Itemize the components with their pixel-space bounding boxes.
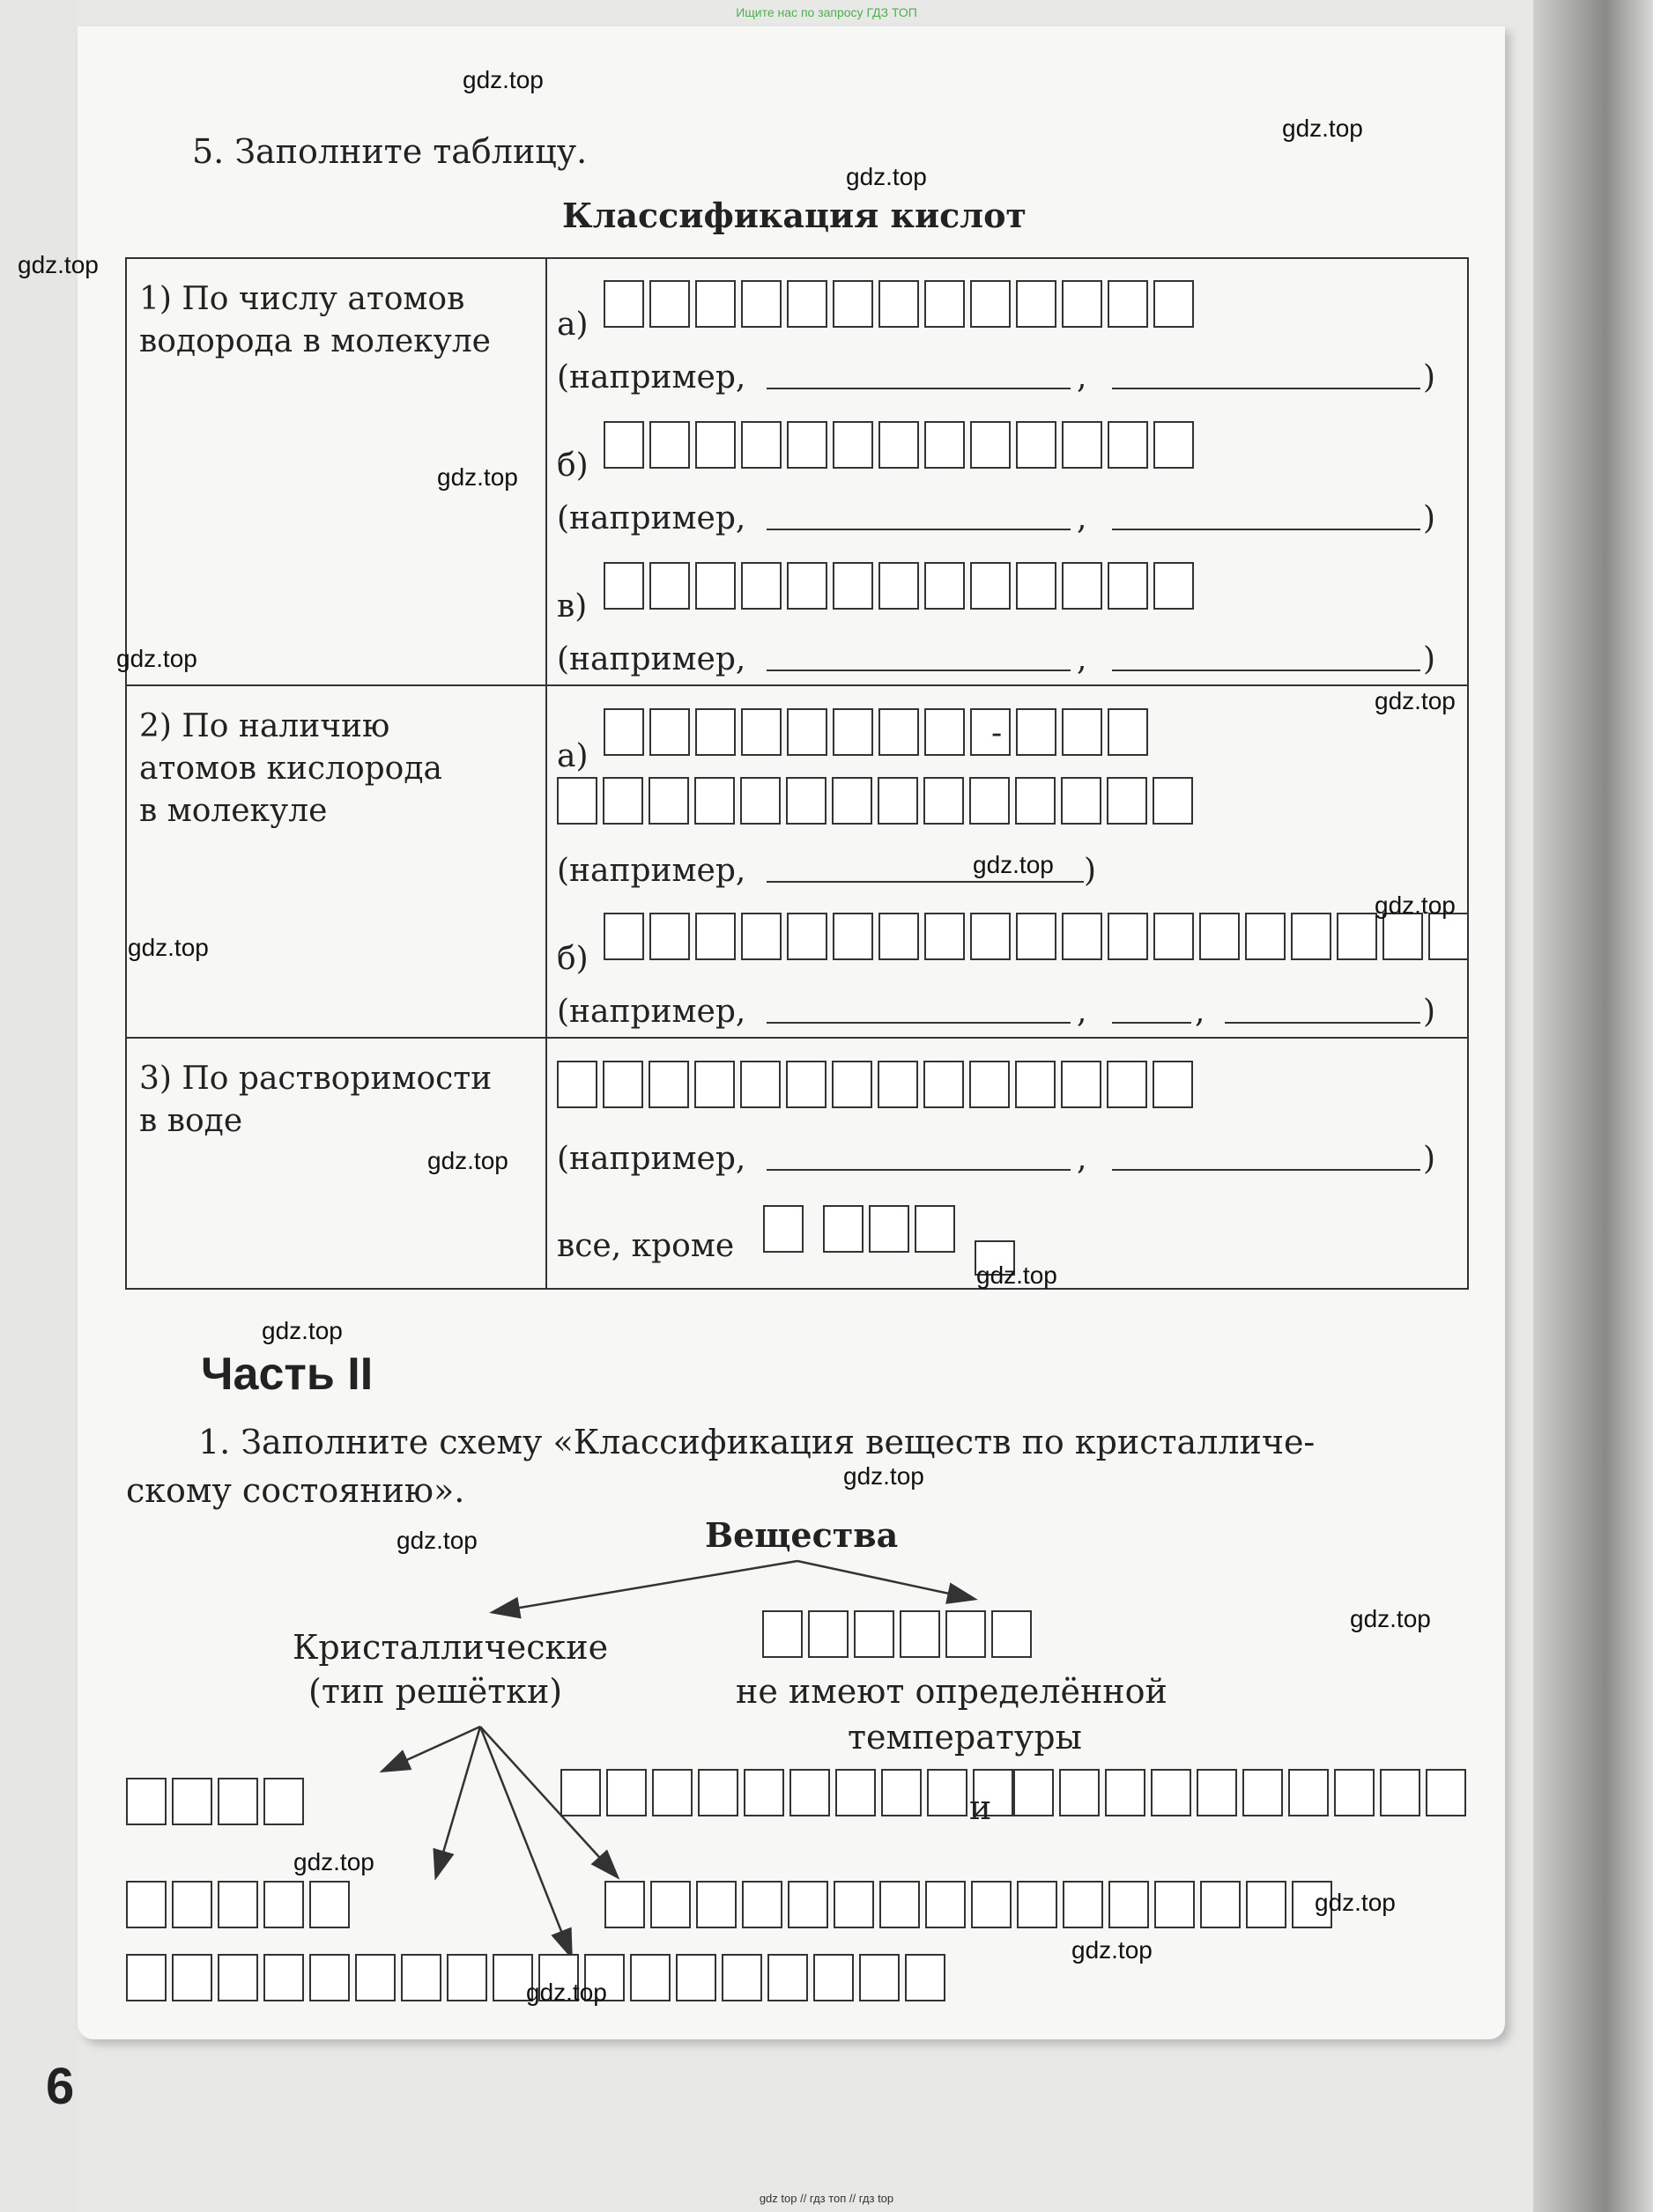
amorphous-desc-line1: не имеют определённой <box>736 1672 1167 1711</box>
part2-task1-line2: скому состоянию». <box>126 1471 465 1510</box>
watermark: gdz.top <box>1375 687 1456 714</box>
watermark: gdz.top <box>397 1527 478 1554</box>
watermark: gdz.top <box>18 251 99 278</box>
watermark: gdz.top <box>116 645 197 672</box>
row1-item-a: а) <box>557 307 589 343</box>
row2-a-close: ) <box>1084 853 1097 889</box>
and-conjunction: и <box>969 1788 992 1827</box>
row2-label-line: атомов кислорода <box>139 751 442 787</box>
row1-v-comma: , <box>1077 641 1087 677</box>
row1-a-comma: , <box>1077 359 1087 396</box>
scheme-root-substances: Вещества <box>705 1515 899 1555</box>
amorphous-desc-line2: температуры <box>848 1718 1082 1757</box>
bottom-footer: gdz top // гдз топ // гдз top <box>759 2192 894 2205</box>
watermark: gdz.top <box>262 1317 343 1344</box>
page-number: 6 <box>46 2058 75 2115</box>
watermark: gdz.top <box>1375 891 1456 919</box>
row1-b-close: ) <box>1423 500 1436 536</box>
lattice-boxes-2b[interactable] <box>1013 1769 1471 1816</box>
row1-label-line: 1) По числу атомов <box>139 281 465 317</box>
watermark: gdz.top <box>1071 1936 1153 1964</box>
row1-b-example: (например, <box>557 500 746 536</box>
watermark: gdz.top <box>976 1261 1057 1289</box>
row3-example: (например, <box>557 1141 746 1177</box>
lattice-boxes-4[interactable] <box>604 1881 1338 1928</box>
row3-except: все, кроме <box>557 1228 735 1264</box>
watermark: gdz.top <box>1350 1605 1431 1632</box>
crystal-label-line2: (тип решётки) <box>308 1672 563 1711</box>
top-banner: Ищите нас по запросу ГДЗ ТОП <box>736 5 917 19</box>
watermark: gdz.top <box>973 851 1054 878</box>
watermark: gdz.top <box>846 163 927 190</box>
lattice-boxes-1[interactable] <box>126 1778 309 1825</box>
part2-task1-line1: 1. Заполните схему «Классификация веществ по кристалличе- <box>198 1423 1316 1461</box>
amorphous-boxes[interactable] <box>762 1610 1037 1658</box>
task5-title: 5. Заполните таблицу. <box>192 132 588 171</box>
row2-item-a: а) <box>557 738 589 774</box>
watermark: gdz.top <box>1282 115 1363 142</box>
table-title: Классификация кислот <box>562 196 1027 235</box>
row2-b-comma-1: , <box>1077 994 1087 1030</box>
row1-a-example: (например, <box>557 359 746 396</box>
row2-item-b: б) <box>557 941 589 977</box>
row2-label-line: 2) По наличию <box>139 708 390 744</box>
row1-a-close: ) <box>1423 359 1436 396</box>
lattice-boxes-3[interactable] <box>126 1881 355 1928</box>
lattice-boxes-2a[interactable] <box>560 1769 1019 1816</box>
row3-label-line: 3) По растворимости <box>139 1061 493 1097</box>
row1-v-close: ) <box>1423 641 1436 677</box>
row1-label-line: водорода в молекуле <box>139 323 491 359</box>
row3-comma: , <box>1077 1141 1087 1177</box>
row2-b-close: ) <box>1423 994 1436 1030</box>
row2-a-example: (например, <box>557 853 746 889</box>
row1-item-v: в) <box>557 588 588 625</box>
row3-close: ) <box>1423 1141 1436 1177</box>
row2-b-example: (например, <box>557 994 746 1030</box>
watermark: gdz.top <box>427 1147 508 1174</box>
watermark: gdz.top <box>463 66 544 93</box>
watermark: gdz.top <box>526 1979 607 2006</box>
watermark: gdz.top <box>128 934 209 961</box>
watermark: gdz.top <box>293 1848 374 1875</box>
row1-v-example: (например, <box>557 641 746 677</box>
crystal-label-line1: Кристаллические <box>293 1628 609 1667</box>
row2-b-comma-2: , <box>1195 994 1205 1030</box>
watermark: gdz.top <box>1315 1889 1396 1916</box>
row3-label-line: в воде <box>139 1103 243 1139</box>
row2-label-line: в молекуле <box>139 793 328 829</box>
watermark: gdz.top <box>843 1462 924 1490</box>
row2-a-hyphen: - <box>991 715 1003 751</box>
row1-item-b: б) <box>557 448 589 484</box>
watermark: gdz.top <box>437 463 518 491</box>
part2-title: Часть II <box>201 1349 374 1400</box>
row1-b-comma: , <box>1077 500 1087 536</box>
